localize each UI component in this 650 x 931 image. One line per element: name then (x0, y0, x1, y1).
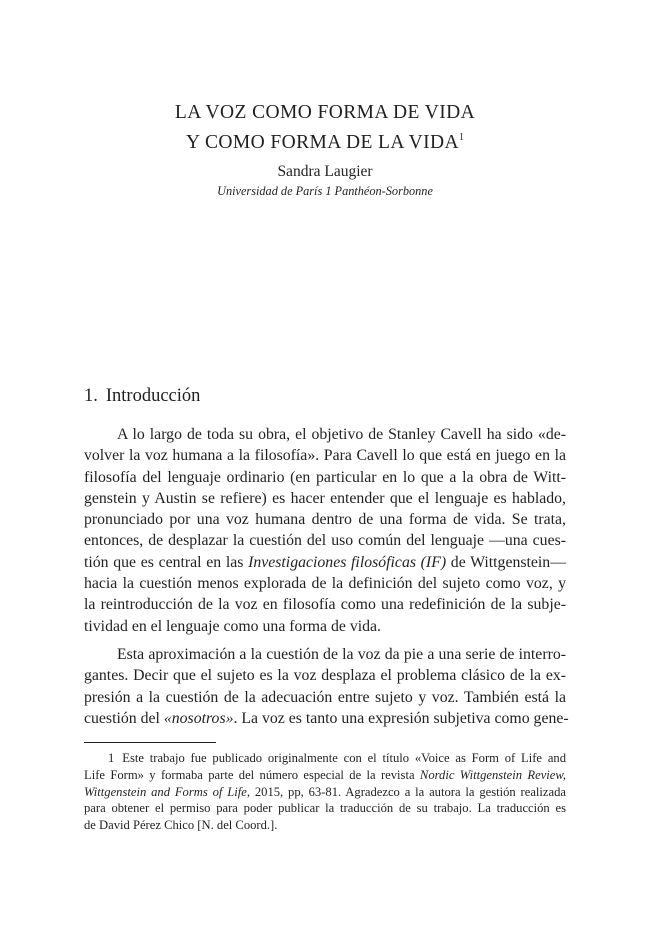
title-text-1: LA VOZ COMO FORMA DE VIDA (174, 102, 476, 123)
text-line: volver la voz humana a la filosofía». Para Cavell lo que está en juego en la (84, 447, 566, 465)
footnote-line (84, 784, 566, 801)
title-footnote-mark[interactable]: 1 (459, 132, 465, 143)
text-line: Esta aproximación a la cuestión de la voz da pie a una serie de interro- (117, 645, 566, 663)
text-run: tión que es central en las (84, 553, 244, 571)
body-text (84, 424, 569, 729)
text-line: genstein y Austin se refiere) es hacer entender que el lenguaje es hablado, (84, 489, 566, 507)
journal-title-italic: Nordic Wittgenstein Review, (419, 767, 566, 782)
text-line: presión a la cuestión de la adecuación entre sujeto y voz. También está la (84, 688, 566, 706)
text-line (84, 708, 569, 729)
text-run: . La voz es tanto una expresión subjetiva como gene- (233, 709, 569, 727)
text-run: Life Form» y formaba parte del número especial de la revista (84, 767, 415, 782)
author-affiliation: Universidad de París 1 Panthéon-Sorbonne (217, 184, 433, 198)
text-line: pronunciado por una voz humana dentro de una forma de vida. Se trata, (84, 511, 566, 529)
title-block (0, 100, 650, 200)
text-line (84, 552, 566, 573)
nosotros-italic: «nosotros» (163, 709, 234, 727)
text-line: entonces, de desplazar la cuestión del uso común del lenguaje —una cues- (84, 532, 566, 550)
issue-title-italic: Wittgenstein and Forms of Life, (84, 784, 250, 799)
section-heading (84, 384, 200, 408)
article-title-line-2 (0, 125, 650, 155)
text-run: 2015, pp, 63-81. Agradezco a la autora la gestión realizada (254, 784, 566, 799)
article-title-line-1 (0, 100, 650, 125)
text-line: hacia la cuestión menos explorada de la definición del sujeto como voz, y (84, 575, 566, 593)
footnote-line: de David Pérez Chico [N. del Coord.]. (84, 818, 278, 833)
footnote-line (84, 767, 566, 784)
title-text-2: Y COMO FORMA DE LA VIDA (185, 132, 460, 153)
text-run: Este trabajo fue publicado originalmente con el título «Voice as Form of Life and (122, 751, 566, 765)
book-title-italic: Investigaciones filosóficas (IF) (248, 553, 447, 571)
footnote-divider (84, 742, 216, 743)
footnote (84, 750, 566, 834)
section-title: Introducción (105, 386, 201, 406)
text-line: tividad en el lenguaje como una forma de vida. (84, 617, 381, 635)
text-line: filosofía del lenguaje ordinario (en particular en lo que a la obra de Witt- (84, 468, 566, 486)
footnote-line (84, 750, 566, 767)
paragraph-2 (84, 644, 569, 729)
author-name: Sandra Laugier (277, 163, 373, 180)
text-run: de Wittgenstein— (450, 553, 566, 571)
text-line: A lo largo de toda su obra, el objetivo de Stanley Cavell ha sido «de- (117, 426, 566, 443)
text-run: cuestión del (84, 709, 160, 727)
text-line: gantes. Decir que el sujeto es la voz desplaza el problema clásico de la ex- (84, 667, 566, 685)
section-number: 1. (84, 386, 98, 406)
text-line: la reintroducción de la voz en filosofía como una redefinición de la subje- (84, 596, 566, 614)
paragraph-1 (84, 424, 566, 637)
footnote-line: para obtener el permiso para poder publicar la traducción de su trabajo. La traducción es (84, 801, 566, 816)
footnote-number: 1 (108, 751, 115, 765)
